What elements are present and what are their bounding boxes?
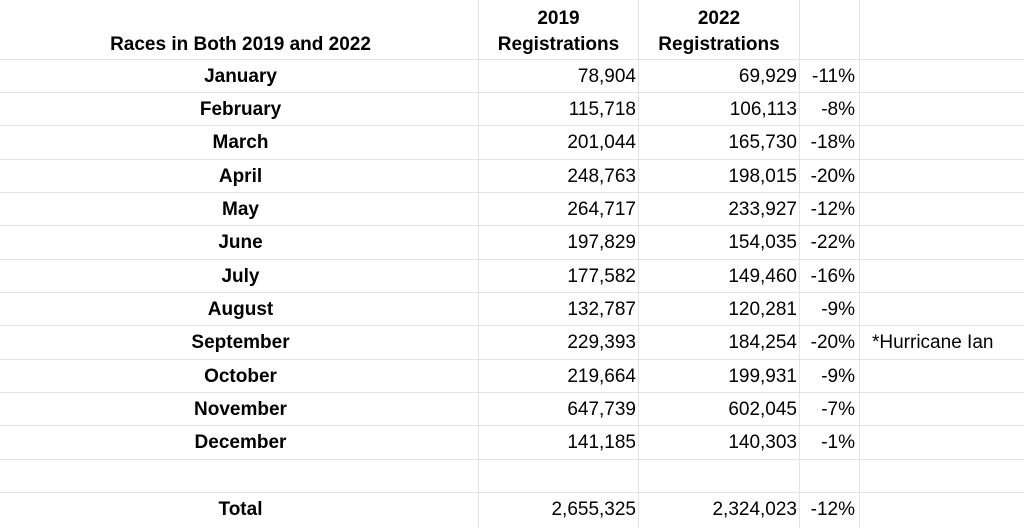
month-cell[interactable]: January (204, 66, 277, 87)
registrations-2019-cell[interactable]: 78,904 (577, 66, 636, 87)
header-2019-registrations[interactable]: Registrations (497, 34, 620, 55)
month-cell[interactable]: August (207, 299, 274, 320)
month-cell[interactable]: March (212, 132, 269, 153)
registrations-2022-cell[interactable]: 233,927 (728, 199, 797, 220)
total-2022-cell[interactable]: 2,324,023 (712, 499, 797, 520)
percent-change-cell[interactable]: -20% (810, 166, 855, 187)
percent-change-cell[interactable]: -9% (821, 299, 855, 320)
grid-line (638, 0, 639, 528)
month-cell[interactable]: April (218, 166, 263, 187)
registrations-2022-cell[interactable]: 602,045 (728, 399, 797, 420)
registrations-2022-cell[interactable]: 140,303 (728, 432, 797, 453)
percent-change-cell[interactable]: -8% (821, 99, 855, 120)
percent-change-cell[interactable]: -20% (810, 332, 855, 353)
registrations-2022-cell[interactable]: 149,460 (728, 266, 797, 287)
grid-line (478, 0, 479, 528)
grid-line (0, 459, 1024, 460)
grid-line (799, 0, 800, 528)
month-cell[interactable]: December (194, 432, 287, 453)
percent-change-cell[interactable]: -11% (812, 66, 855, 87)
registrations-2019-cell[interactable]: 115,718 (568, 99, 636, 120)
registrations-2019-cell[interactable]: 264,717 (567, 199, 636, 220)
month-cell[interactable]: November (194, 399, 287, 420)
registrations-2022-cell[interactable]: 120,281 (728, 299, 797, 320)
month-cell[interactable]: July (221, 266, 260, 287)
percent-change-cell[interactable]: -16% (810, 266, 855, 287)
percent-change-cell[interactable]: -9% (821, 366, 855, 387)
note-cell[interactable]: *Hurricane Ian (872, 332, 994, 353)
percent-change-cell[interactable]: -18% (810, 132, 855, 153)
registrations-2022-cell[interactable]: 198,015 (728, 166, 797, 187)
percent-change-cell[interactable]: -1% (821, 432, 855, 453)
month-cell[interactable]: September (191, 332, 290, 353)
registrations-2022-cell[interactable]: 154,035 (728, 232, 797, 253)
registrations-2019-cell[interactable]: 248,763 (567, 166, 636, 187)
header-2022-registrations[interactable]: Registrations (658, 34, 780, 55)
registrations-2022-cell[interactable]: 184,254 (728, 332, 797, 353)
registrations-2019-cell[interactable]: 132,787 (567, 299, 636, 320)
total-percent-change-cell[interactable]: -12% (810, 499, 855, 520)
registrations-2019-cell[interactable]: 647,739 (567, 399, 636, 420)
month-cell[interactable]: February (199, 99, 282, 120)
registrations-2022-cell[interactable]: 199,931 (728, 366, 797, 387)
registrations-2022-cell[interactable]: 165,730 (728, 132, 797, 153)
header-2022-year[interactable]: 2022 (697, 8, 741, 29)
percent-change-cell[interactable]: -22% (810, 232, 855, 253)
header-label-cell[interactable]: Races in Both 2019 and 2022 (110, 34, 371, 55)
percent-change-cell[interactable]: -7% (821, 399, 855, 420)
month-cell[interactable]: June (218, 232, 263, 253)
header-2019-year[interactable]: 2019 (537, 8, 580, 29)
grid-line (859, 0, 860, 528)
total-label-cell[interactable]: Total (218, 499, 263, 520)
registrations-2019-cell[interactable]: 197,829 (567, 232, 636, 253)
registrations-2019-cell[interactable]: 141,185 (567, 432, 636, 453)
registrations-2019-cell[interactable]: 201,044 (567, 132, 636, 153)
registrations-2022-cell[interactable]: 106,113 (729, 99, 797, 120)
month-cell[interactable]: October (204, 366, 277, 387)
registrations-2019-cell[interactable]: 177,582 (567, 266, 636, 287)
registrations-2019-cell[interactable]: 229,393 (567, 332, 636, 353)
registrations-2022-cell[interactable]: 69,929 (738, 66, 797, 87)
month-cell[interactable]: May (222, 199, 259, 220)
total-2019-cell[interactable]: 2,655,325 (551, 499, 636, 520)
registrations-2019-cell[interactable]: 219,664 (567, 366, 636, 387)
percent-change-cell[interactable]: -12% (810, 199, 855, 220)
